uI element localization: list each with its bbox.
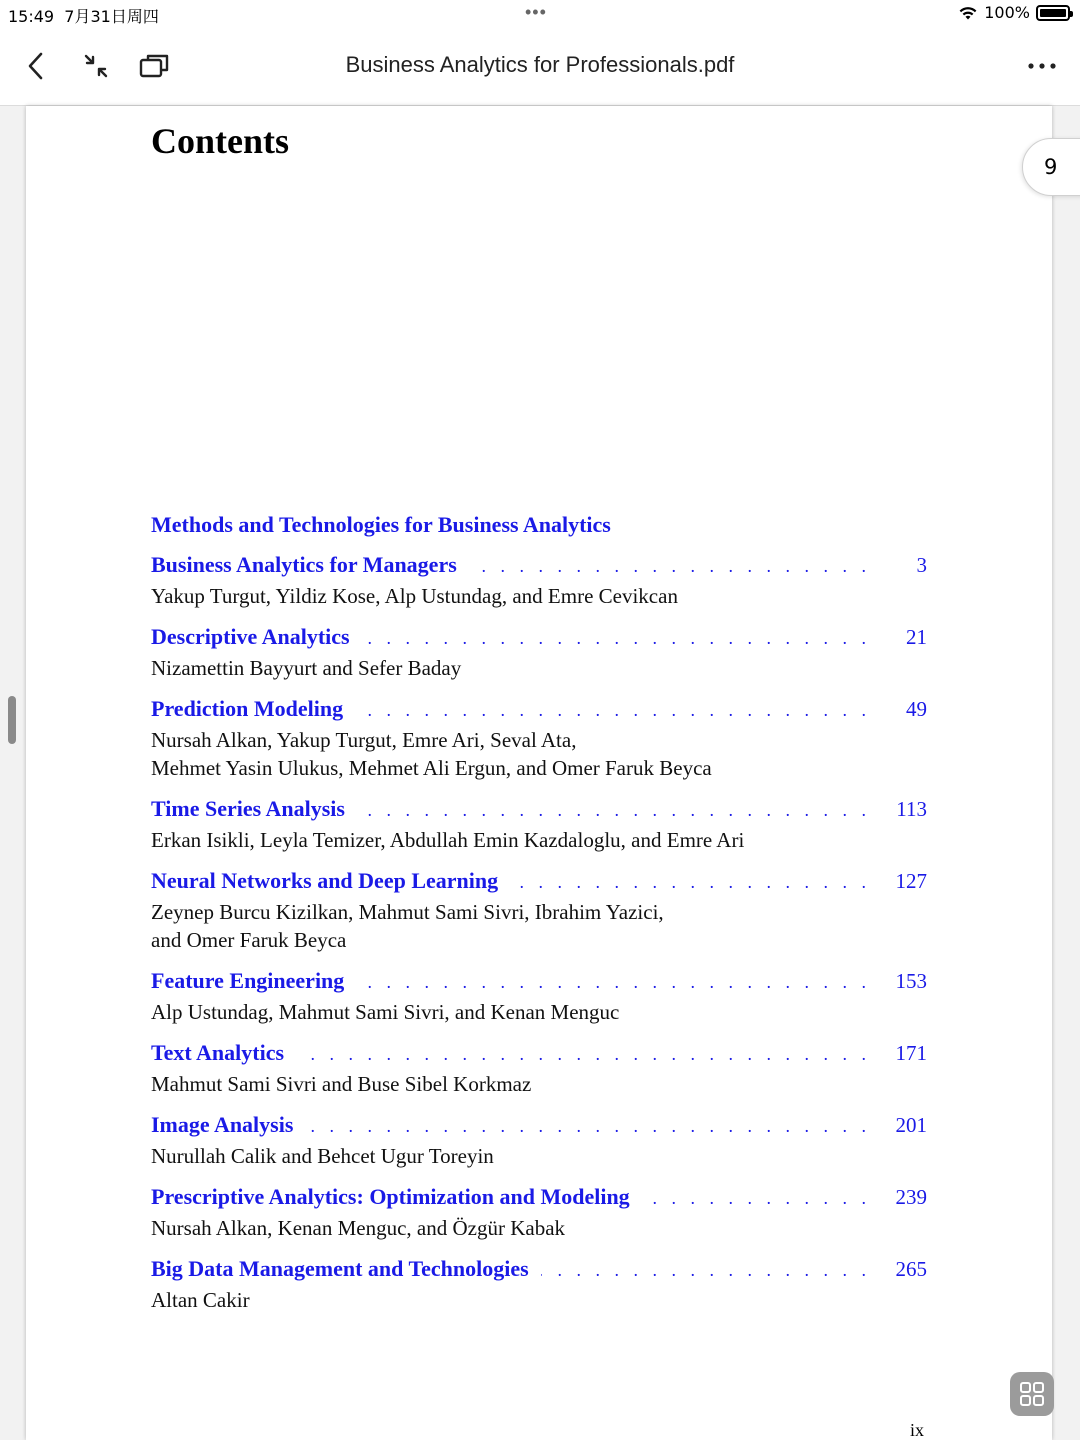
toc-dot-leader: [356, 972, 871, 993]
toc-page-number[interactable]: 113: [896, 797, 927, 821]
toc-authors: Mahmut Sami Sivri and Buse Sibel Korkmaz: [151, 1072, 532, 1096]
status-time: 15:49 7月31日周四: [8, 7, 159, 26]
page-number: 9: [1044, 155, 1058, 179]
side-scroll-handle[interactable]: [8, 696, 16, 744]
toc-line: [151, 1112, 927, 1142]
toc-dot-leader: [305, 1116, 871, 1137]
toc-page-number[interactable]: 265: [895, 1257, 927, 1281]
multitask-dots[interactable]: •••: [525, 2, 547, 22]
toc-chapter-link[interactable]: Text Analytics: [151, 1040, 285, 1065]
toc-dot-leader: [510, 872, 871, 893]
toc-chapter-link[interactable]: Image Analysis: [151, 1112, 294, 1137]
toc-entry: [151, 968, 927, 1026]
toc-entry: [151, 1256, 927, 1314]
toc-line: [151, 1040, 927, 1070]
toc-page-number[interactable]: 153: [895, 969, 927, 993]
more-button[interactable]: [1022, 46, 1062, 86]
toc-authors: Nursah Alkan, Kenan Menguc, and Özgür Kabak: [151, 1216, 566, 1240]
toc-entry: [151, 552, 927, 610]
battery-icon: [1036, 5, 1070, 21]
more-horizontal-icon: [1027, 62, 1057, 70]
toc-page-number[interactable]: 127: [895, 869, 927, 893]
toc-authors: Nizamettin Bayyurt and Sefer Baday: [151, 656, 462, 680]
window-button[interactable]: [134, 46, 174, 86]
toc-dot-leader: [541, 1260, 871, 1281]
toc-entry: [151, 696, 927, 782]
pdf-toolbar: [0, 28, 1080, 106]
collapse-button[interactable]: [76, 46, 116, 86]
toc-line: [151, 968, 927, 998]
page-number-indicator[interactable]: [1022, 138, 1080, 196]
toc-authors: Nursah Alkan, Yakup Turgut, Emre Ari, Seval Ata,: [151, 728, 577, 752]
toc-line: [151, 868, 927, 898]
window-switch-icon: [138, 52, 170, 80]
toc-chapter-link[interactable]: Neural Networks and Deep Learning: [151, 868, 499, 893]
toc-chapter-link[interactable]: Prediction Modeling: [151, 696, 344, 721]
status-right: [958, 3, 1070, 22]
toc-authors: Mehmet Yasin Ulukus, Mehmet Ali Ergun, and Omer Faruk Beyca: [151, 756, 712, 780]
toc-chapter-link[interactable]: Big Data Management and Technologies: [151, 1256, 529, 1281]
part-title[interactable]: Methods and Technologies for Business Analytics: [151, 512, 611, 537]
toc-page-number[interactable]: 239: [895, 1185, 927, 1209]
toc-line: [151, 696, 927, 726]
battery-fill: [1040, 9, 1066, 17]
toc-authors: Erkan Isikli, Leyla Temizer, Abdullah Emin Kazdaloglu, and Emre Ari: [151, 828, 745, 852]
grid-view-button[interactable]: [1010, 1372, 1054, 1416]
battery-percent: 100%: [984, 3, 1030, 22]
toc-line: [151, 796, 927, 826]
toc-dot-leader: [357, 800, 871, 821]
toc-page-number[interactable]: 3: [916, 553, 927, 577]
toc-entry: [151, 624, 927, 682]
toc-dot-leader: [296, 1044, 871, 1065]
toc-chapter-link[interactable]: Feature Engineering: [151, 968, 345, 993]
toc-line: [151, 1184, 927, 1214]
toc-authors: Nurullah Calik and Behcet Ugur Toreyin: [151, 1144, 494, 1168]
status-date: 7月31日周四: [64, 7, 159, 26]
toc-entry: [151, 796, 927, 854]
toc-authors: Yakup Turgut, Yildiz Kose, Alp Ustundag, and Emre Cevikcan: [151, 584, 678, 608]
toc-dot-leader: [355, 700, 871, 721]
toc-dot-leader: [642, 1188, 871, 1209]
toc-authors: Alp Ustundag, Mahmut Sami Sivri, and Kenan Menguc: [151, 1000, 620, 1024]
toc-line: [151, 552, 927, 582]
toc-dot-leader: [469, 556, 871, 577]
toc-line: [151, 1256, 927, 1286]
wifi-icon: [958, 5, 978, 21]
toc-line: [151, 624, 927, 654]
toc-entry: [151, 1040, 927, 1098]
toc-entry: [151, 1184, 927, 1242]
toc-authors: Altan Cakir: [151, 1288, 250, 1312]
toc-dot-leader: [362, 628, 871, 649]
page-heading: Contents: [151, 121, 290, 161]
pdf-page: [26, 106, 1052, 1440]
back-button[interactable]: [16, 46, 56, 86]
document-title[interactable]: Business Analytics for Professionals.pdf: [345, 52, 735, 77]
status-bar: [0, 0, 1080, 28]
toc-authors: and Omer Faruk Beyca: [151, 928, 347, 952]
toc-chapter-link[interactable]: Prescriptive Analytics: Optimization and Modeling: [151, 1184, 630, 1209]
toc-page-number[interactable]: 201: [895, 1113, 927, 1137]
table-of-contents: [151, 552, 927, 1328]
collapse-arrows-icon: [81, 51, 111, 81]
page-footer-number: ix: [910, 1420, 925, 1440]
toc-chapter-link[interactable]: Business Analytics for Managers: [151, 552, 457, 577]
toc-entry: [151, 1112, 927, 1170]
toc-page-number[interactable]: 171: [895, 1041, 927, 1065]
toc-chapter-link[interactable]: Time Series Analysis: [151, 796, 345, 821]
chevron-left-icon: [25, 51, 47, 81]
grid-view-icon: [1019, 1381, 1045, 1407]
toc-page-number[interactable]: 49: [906, 697, 927, 721]
toc-page-number[interactable]: 21: [906, 625, 927, 649]
toc-chapter-link[interactable]: Descriptive Analytics: [151, 624, 350, 649]
toc-entry: [151, 868, 927, 954]
toc-authors: Zeynep Burcu Kizilkan, Mahmut Sami Sivri, Ibrahim Yazici,: [151, 900, 664, 924]
